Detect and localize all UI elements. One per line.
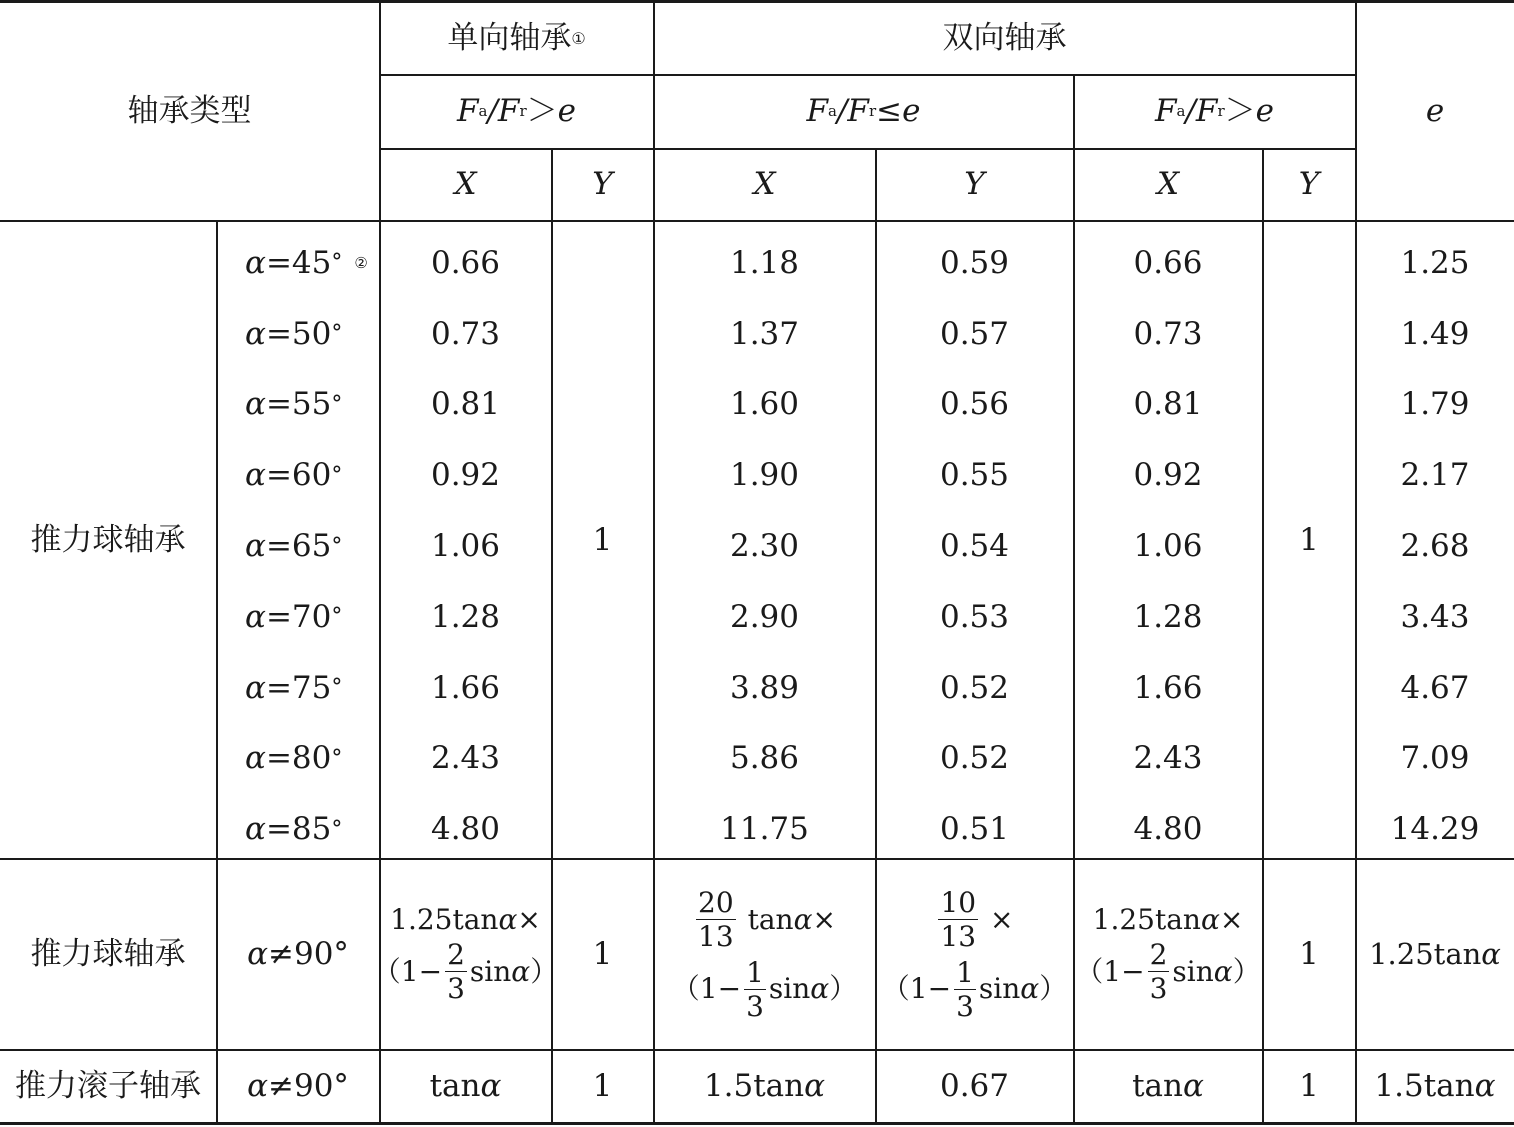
condition-text: ≠90° (268, 936, 349, 972)
ratio-sub-r: r (868, 102, 877, 120)
value-cell-x2: 1.18 (729, 244, 800, 281)
formula-paren-open: （1− (1075, 954, 1145, 988)
header-y-twoway-le: Y (964, 166, 985, 202)
angle-value: =55 (265, 386, 332, 423)
fraction-10-13: $\frac{10}{13}$ (940, 885, 977, 954)
value-cell-x2: 1.60 (729, 386, 800, 423)
value-cell-x3: 1.06 (1133, 528, 1203, 565)
header-x-oneway: X (454, 166, 477, 202)
value-cell-x2: 3.89 (729, 669, 800, 706)
formula-paren-open: （1− (372, 954, 443, 988)
tan-text: 1.5tan (703, 1068, 805, 1104)
group2-x-oneway (372, 860, 559, 1049)
angle-cell (217, 582, 379, 653)
tan-text: tan (429, 1068, 481, 1104)
ratio-fr: /F (487, 93, 520, 129)
value-cell-e: 1.49 (1400, 315, 1470, 352)
angle-cell (217, 299, 379, 370)
formula-paren-close: ） (1232, 954, 1261, 988)
value-cell-y2: 0.59 (939, 244, 1010, 281)
ratio-le: ≤ (876, 93, 903, 129)
value-cell-y2: 0.57 (939, 315, 1010, 352)
fraction-2-3: $\frac{2}{3}$ (447, 937, 465, 1005)
formula-times: × (990, 902, 1014, 936)
value-cell-x1: 1.28 (430, 598, 501, 635)
tan-alpha: α (804, 1068, 826, 1104)
formula-times: × (517, 902, 541, 936)
ratio-fa: F (457, 93, 479, 129)
ratio-sub-a: a (478, 102, 488, 120)
value-cell-x1: 1.06 (430, 528, 501, 565)
condition-text: ≠90° (268, 1068, 349, 1104)
angle-cell (217, 440, 379, 511)
alpha-symbol: α (245, 457, 266, 494)
group3-e (1356, 1051, 1514, 1122)
e-coef: 1.5tan (1374, 1068, 1475, 1104)
value-cell-y2: 0.52 (939, 669, 1010, 706)
value-cell-x1: 4.80 (430, 811, 501, 848)
formula-tan: tan (747, 902, 794, 936)
e-coef: 1.25tan (1369, 937, 1482, 971)
value-cell-x2: 2.30 (729, 528, 800, 565)
formula-coef: 1.25tan (1092, 902, 1201, 936)
tan-alpha: α (480, 1068, 502, 1104)
value-cell-e: 14.29 (1390, 811, 1480, 848)
group3-x-twoway-le (654, 1051, 875, 1122)
alpha-symbol: α (245, 315, 266, 352)
formula-times: × (812, 902, 836, 936)
ratio-fr: /F (836, 93, 869, 129)
formula-paren-close: ） (1039, 972, 1068, 1006)
angle-cell (217, 653, 379, 724)
angle-cell (217, 794, 379, 865)
value-cell-y2: 0.52 (939, 740, 1010, 777)
fraction-20-13: $\frac{20}{13}$ (698, 885, 734, 954)
formula-sin: sin (469, 954, 512, 988)
header-ratio-twoway-gt (1074, 75, 1355, 148)
group1-y-twoway-gt: 1 (1299, 521, 1319, 558)
e-alpha: α (1481, 937, 1501, 971)
value-cell-x1: 0.66 (430, 244, 501, 281)
degree-sign: ° (331, 816, 343, 842)
value-cell-x1: 2.43 (430, 740, 501, 777)
alpha-symbol: α (245, 598, 266, 635)
ratio-gt: ＞ (526, 93, 558, 129)
group2-condition (217, 860, 379, 1049)
value-cell-x2: 11.75 (720, 811, 809, 848)
fraction-1-3: $\frac{1}{3}$ (956, 955, 974, 1023)
ratio-fa: F (806, 93, 829, 129)
header-two-way: 双向轴承 (942, 20, 1067, 56)
value-cell-x3: 4.80 (1133, 811, 1203, 848)
alpha-symbol: α (245, 669, 266, 706)
angle-value: =80 (265, 740, 332, 777)
footnote-1-marker: ① (571, 28, 586, 48)
value-cell-y2: 0.53 (939, 598, 1010, 635)
value-cell-x2: 2.90 (729, 598, 800, 635)
one-way-label: 单向轴承 (447, 20, 572, 56)
header-bearing-type: 轴承类型 (127, 93, 252, 129)
ratio-e: e (557, 93, 576, 129)
value-cell-e: 2.68 (1400, 528, 1470, 565)
value-cell-x3: 0.92 (1133, 457, 1203, 494)
angle-value: =75 (265, 669, 332, 706)
value-cell-x1: 0.92 (430, 457, 501, 494)
header-x-twoway-le: X (753, 166, 776, 202)
value-cell-y2: 0.55 (939, 457, 1010, 494)
angle-value: =70 (265, 598, 332, 635)
degree-sign: ° (331, 604, 343, 630)
formula-paren-close: ） (829, 972, 858, 1006)
angle-cell (217, 511, 379, 582)
value-cell-y2: 0.56 (939, 386, 1010, 423)
angle-value: =60 (265, 457, 332, 494)
group3-x-twoway-gt (1074, 1051, 1262, 1122)
value-cell-e: 2.17 (1400, 457, 1470, 494)
fraction-2-3: $\frac{2}{3}$ (1149, 937, 1168, 1005)
tan-text: tan (1132, 1068, 1183, 1104)
ratio-sub-a: a (1176, 102, 1186, 120)
formula-times: × (1219, 902, 1244, 936)
header-ratio-oneway-gt (380, 75, 653, 148)
angle-cell (217, 370, 379, 441)
formula-alpha: α (498, 902, 518, 936)
degree-sign: ° (331, 391, 343, 417)
ratio-sub-r: r (519, 102, 527, 120)
value-cell-e: 7.09 (1400, 740, 1470, 777)
group3-y-twoway-gt: 1 (1299, 1068, 1319, 1104)
group3-x-oneway (380, 1051, 551, 1122)
alpha-symbol: α (245, 740, 266, 777)
value-cell-x3: 0.81 (1133, 386, 1203, 423)
formula-alpha: α (1200, 902, 1220, 936)
value-cell-y2: 0.54 (939, 528, 1010, 565)
value-cell-e: 1.79 (1400, 386, 1470, 423)
group3-y-oneway: 1 (592, 1068, 613, 1104)
value-cell-e: 1.25 (1400, 244, 1470, 281)
alpha-symbol: α (247, 936, 268, 972)
group2-x-twoway-le (654, 860, 875, 1049)
degree-sign: ° (331, 675, 343, 701)
degree-sign: ° (331, 745, 343, 771)
group2-label: 推力球轴承 (30, 936, 186, 972)
header-e: e (1425, 93, 1445, 129)
angle-value: =65 (265, 528, 332, 565)
formula-alpha: α (793, 902, 813, 936)
formula-alpha: α (1020, 972, 1040, 1006)
fraction-1-3: $\frac{1}{3}$ (746, 955, 764, 1023)
value-cell-x3: 0.73 (1133, 315, 1203, 352)
group3-label: 推力滚子轴承 (15, 1068, 201, 1104)
ratio-gt: ＞ (1224, 93, 1256, 129)
ratio-e: e (902, 93, 921, 129)
formula-sin: sin (978, 972, 1021, 1006)
degree-sign: ° (331, 462, 343, 488)
value-cell-e: 4.67 (1400, 669, 1470, 706)
footnote-2-marker: ② (354, 253, 368, 272)
group2-x-twoway-gt (1074, 860, 1262, 1049)
group2-e (1356, 860, 1514, 1049)
value-cell-e: 3.43 (1400, 598, 1470, 635)
header-ratio-twoway-le (654, 75, 1073, 148)
value-cell-x2: 1.90 (729, 457, 800, 494)
ratio-sub-a: a (828, 102, 837, 120)
value-cell-x1: 0.73 (430, 315, 501, 352)
angle-cell (217, 228, 379, 299)
value-cell-x3: 0.66 (1133, 244, 1203, 281)
header-x-twoway-gt: X (1156, 166, 1180, 202)
formula-alpha: α (511, 954, 531, 988)
formula-paren-open: （1− (671, 972, 742, 1006)
value-cell-x3: 1.28 (1133, 598, 1203, 635)
formula-alpha: α (810, 972, 830, 1006)
formula-sin: sin (768, 972, 811, 1006)
group2-y-twoway-le (876, 860, 1073, 1049)
value-cell-x2: 1.37 (729, 315, 800, 352)
value-cell-x1: 0.81 (430, 386, 501, 423)
formula-coef: 1.25tan (390, 902, 499, 936)
alpha-symbol: α (245, 528, 266, 565)
rule-bottom (0, 1122, 1514, 1125)
group3-y-twoway-le: 0.67 (939, 1068, 1010, 1104)
formula-paren-close: ） (530, 954, 559, 988)
ratio-fa: F (1155, 93, 1177, 129)
group1-label: 推力球轴承 (30, 521, 186, 558)
e-alpha: α (1474, 1068, 1496, 1104)
formula-paren-open: （1− (881, 972, 952, 1006)
value-cell-x3: 2.43 (1133, 740, 1203, 777)
group3-condition (217, 1051, 379, 1122)
value-cell-y2: 0.51 (939, 811, 1010, 848)
ratio-e: e (1255, 93, 1274, 129)
alpha-symbol: α (245, 244, 266, 281)
group2-y-twoway-gt: 1 (1299, 936, 1319, 972)
degree-sign: ° (331, 250, 343, 276)
ratio-sub-r: r (1217, 102, 1225, 120)
group1-y-oneway: 1 (592, 521, 613, 558)
degree-sign: ° (331, 321, 343, 347)
angle-value: =85 (265, 811, 332, 848)
header-y-oneway: Y (592, 166, 613, 202)
value-cell-x2: 5.86 (729, 740, 800, 777)
angle-value: =45 (265, 244, 332, 281)
alpha-symbol: α (245, 386, 266, 423)
group2-y-oneway: 1 (592, 936, 613, 972)
degree-sign: ° (331, 533, 343, 559)
ratio-fr: /F (1185, 93, 1218, 129)
value-cell-x3: 1.66 (1133, 669, 1203, 706)
tan-alpha: α (1182, 1068, 1204, 1104)
formula-alpha: α (1213, 954, 1233, 988)
header-one-way (380, 3, 653, 74)
alpha-symbol: α (247, 1068, 268, 1104)
value-cell-x1: 1.66 (430, 669, 501, 706)
angle-cell (217, 724, 379, 795)
formula-sin: sin (1172, 954, 1214, 988)
angle-value: =50 (265, 315, 332, 352)
alpha-symbol: α (245, 811, 266, 848)
header-y-twoway-gt: Y (1298, 166, 1320, 202)
